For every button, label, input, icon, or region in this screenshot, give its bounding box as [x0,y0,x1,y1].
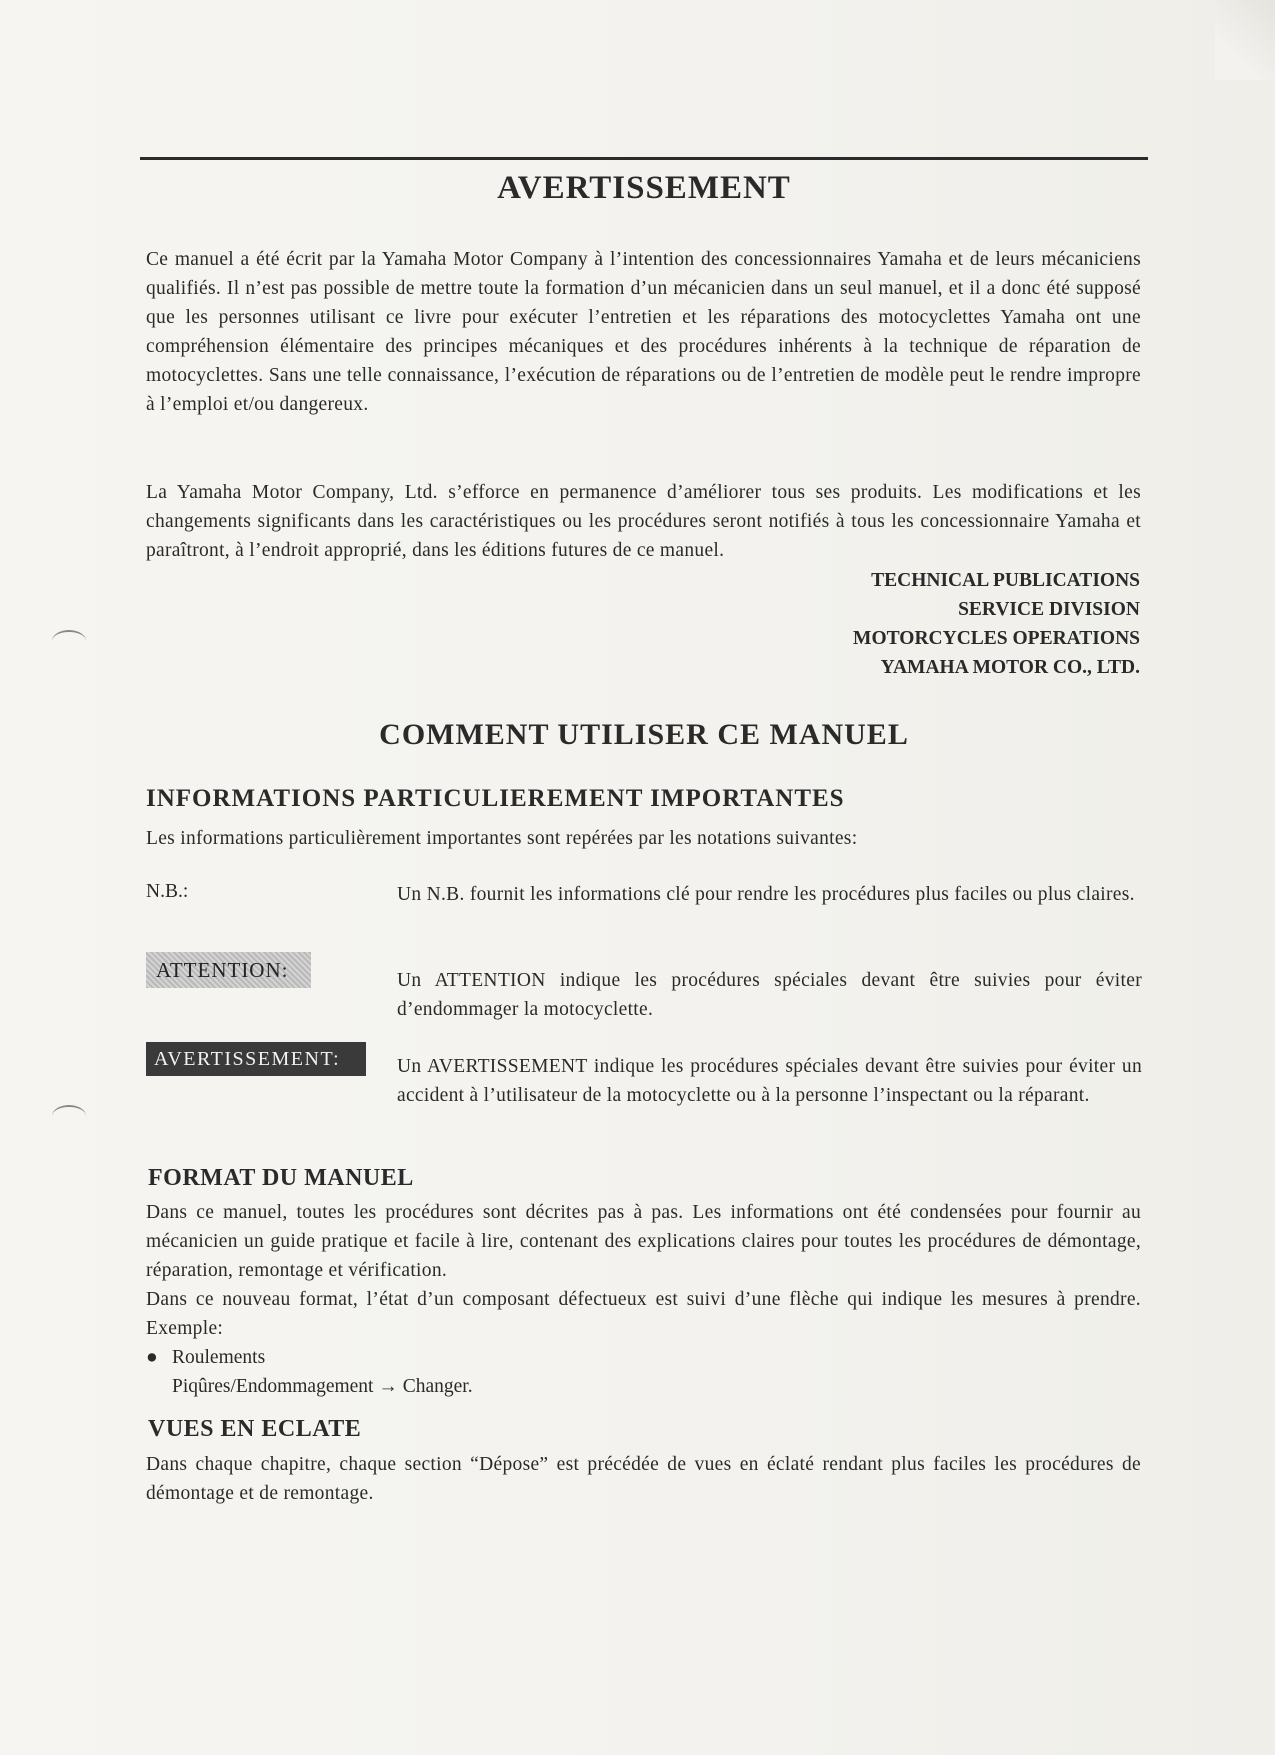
important-info-intro: Les informations particulièrement importantes sont repérées par les notations suivantes: [146,828,858,849]
punch-hole-mark [52,630,86,652]
attention-badge: ATTENTION: [146,952,311,988]
bullet-item-label: Roulements [172,1347,266,1368]
warning-text: Un AVERTISSEMENT indique les procédures spéciales devant être suivies pour éviter un accident à l’utilisateur de la motocyclette ou à la personne l’inspectant ou la réparant. [397,1056,1142,1106]
exploded-views-heading: VUES EN ECLATE [148,1416,362,1442]
usage-title: COMMENT UTILISER CE MANUEL [379,718,909,751]
punch-hole-mark [52,1105,86,1127]
warning-paragraph-2: La Yamaha Motor Company, Ltd. s’efforce en permanence d’améliorer tous ses produits. Les modifications et les changements significants dans les caractéristiques ou les procédures seront notifiés à tous les concessionnaire Yamaha et paraîtront, à l’endroit approprié, dans les éditions futures de ce manuel. [146,482,1141,561]
signature-line: TECHNICAL PUBLICATIONS [871,570,1140,591]
warning-title: AVERTISSEMENT [497,170,791,206]
warning-paragraph-1: Ce manuel a été écrit par la Yamaha Motor Company à l’intention des concessionnaires Yamaha et de leurs mécaniciens qualifiés. Il n’est pas possible de mettre toute la formation d’un mécanicien dans un seul manuel, et il a donc été supposé que les personnes utilisant ce livre pour exécuter l’entretien et les réparations des motocyclettes Yamaha ont une compréhension élémentaire des principes mécaniques et des procédures inhérents à la technique de réparation de motocyclettes. Sans une telle connaissance, l’exécution de réparations ou de l’entretien de modèle peut le rendre impropre à l’emploi et/ou dangereux. [146,249,1141,415]
format-paragraph-2: Dans ce nouveau format, l’état d’un composant défectueux est suivi d’une flèche qui indique les mesures à prendre. Exemple: [146,1289,1141,1339]
nb-text: Un N.B. fournit les informations clé pour rendre les procédures plus faciles ou plus claires. [397,884,1135,905]
exploded-views-paragraph: Dans chaque chapitre, chaque section “Dépose” est précédée de vues en éclaté rendant plus faciles les procédures de démontage et de remontage. [146,1454,1141,1504]
warning-badge: AVERTISSEMENT: [146,1042,366,1076]
nb-label: N.B.: [146,881,189,902]
format-heading: FORMAT DU MANUEL [148,1165,414,1191]
bullet-detail: Piqûres/Endommagement → Changer. [172,1376,473,1397]
bullet-dot-icon: ● [146,1347,158,1368]
top-rule [140,157,1148,160]
important-info-heading: INFORMATIONS PARTICULIEREMENT IMPORTANTES [146,785,845,812]
bullet-item [146,1343,265,1372]
signature-line: SERVICE DIVISION [958,599,1140,620]
format-paragraph-1: Dans ce manuel, toutes les procédures sont décrites pas à pas. Les informations ont été condensées pour fournir au mécanicien un guide pratique et facile à lire, contenant des explications claires pour toutes les procédures de démontage, réparation, remontage et vérification. [146,1202,1141,1281]
publisher-signature [740,566,1140,682]
signature-line: YAMAHA MOTOR CO., LTD. [880,657,1140,678]
page-corner [1215,0,1275,80]
signature-line: MOTORCYCLES OPERATIONS [853,628,1140,649]
attention-text: Un ATTENTION indique les procédures spéciales devant être suivies pour éviter d’endommager la motocyclette. [397,970,1142,1020]
